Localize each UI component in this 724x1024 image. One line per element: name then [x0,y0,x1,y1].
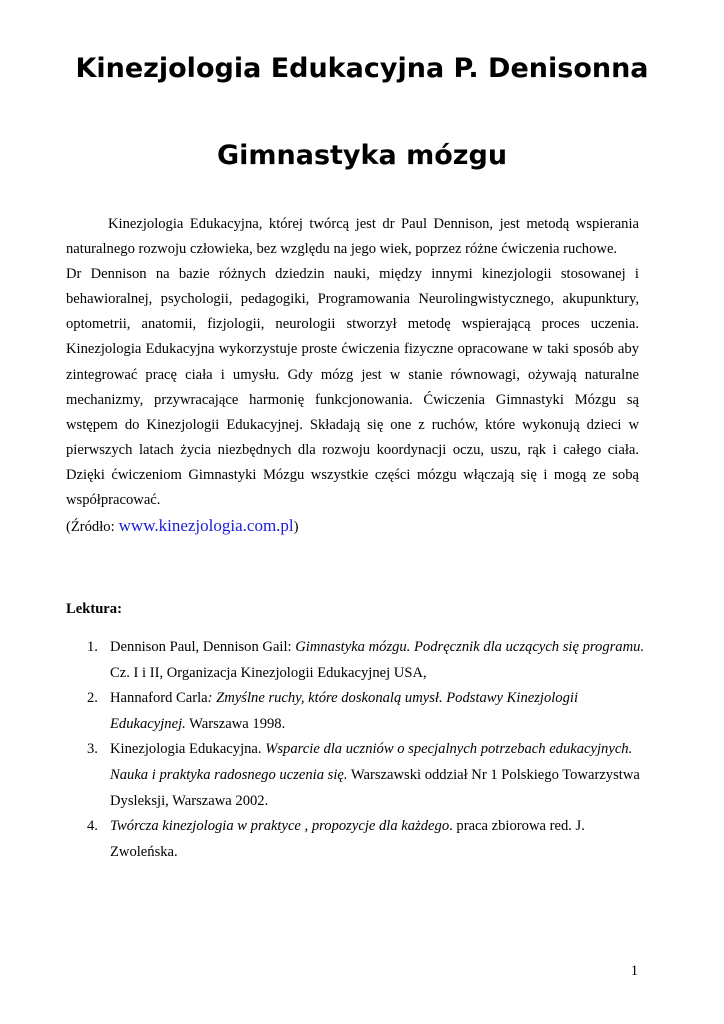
list-number: 3. [87,741,98,758]
list-number: 2. [87,690,98,707]
list-number: 1. [87,639,98,655]
reading-title: : Zmyślne ruchy, które doskonalą umysł. Podstawy Kinezjologii Edukacyjnej. [110,690,579,732]
reading-details: Cz. I i II, Organizacja Kinezjologii Edukacyjnej USA, [110,664,427,681]
method-paragraph: Dr Dennison na bazie różnych dziedzin nauki, między innymi kinezjologii stosowanej i behawioralnej, psychologii, pedagogiki, Programowania Neurolingwistycznego, akupunktury, optometrii, anatomii, fizjologii, neurologii stworzył metodę wspierającą proces uczenia. Kinezjologia Edukacyjna wykorzystuje proste ćwiczenia fizyczne opracowane w taki sposób aby zintegrować pracę ciała i umysłu. Gdy mózg jest w stanie równowagi, ożywają naturalne mechanizmy, przywracające harmonię funkcjonowania. Ćwiczenia Gimnastyki Mózgu są wstępem do Kinezjologii Edukacyjnej. Składają się one z ruchów, które wykonują dzieci w pierwszych latach życia niezbędnych dla rozwoju koordynacji oczu, uszu, rąk i całego ciała. Dzięki ćwiczeniom Gimnastyki Mózgu wszystkie części mózgu włączają się i mogą ze sobą współpracować. [66,266,639,509]
reading-title: Twórcza kinezjologia w praktyce , propozycje dla każdego [110,818,450,835]
source-link[interactable]: www.kinezjologia.com.pl [118,516,294,536]
body-text [66,212,639,540]
reading-title: Wsparcie dla uczniów o specjalnych potrzebach edukacyjnych. Nauka i praktyka radosnego uczenia się. [110,741,633,783]
list-number: 4. [87,818,98,835]
reading-title: Gimnastyka mózgu. Podręcznik dla uczących się programu. [295,639,645,655]
reading-list [66,635,646,865]
reading-list-item [66,686,646,737]
reading-author: Kinezjologia Edukacyjna. [110,741,266,758]
reading-details: . praca zbiorowa red. J. Zwoleńska. [110,818,585,860]
reading-author: Hannaford Carla [110,690,208,707]
reading-list-item [66,814,646,865]
reading-list-item [66,737,646,814]
document-subtitle: Gimnastyka mózgu [216,140,508,171]
reading-list-item [66,635,646,686]
reading-author: Dennison Paul, Dennison Gail: [110,639,296,655]
source-line [66,513,639,540]
page-number: 1 [630,963,638,979]
intro-paragraph: Kinezjologia Edukacyjna, której twórcą jest dr Paul Dennison, jest metodą wspierania naturalnego rozwoju człowieka, bez względu na jego wiek, poprzez różne ćwiczenia ruchowe. [66,216,639,258]
source-prefix: (Źródło: [66,519,115,536]
reading-heading: Lektura: [66,601,122,617]
reading-details: Warszawski oddział Nr 1 Polskiego Towarzystwa Dysleksji, Warszawa 2002. [110,766,640,809]
reading-details: Warszawa 1998. [185,715,286,732]
source-suffix: ) [293,519,299,536]
document-title: Kinezjologia Edukacyjna P. Denisonna [75,53,649,84]
